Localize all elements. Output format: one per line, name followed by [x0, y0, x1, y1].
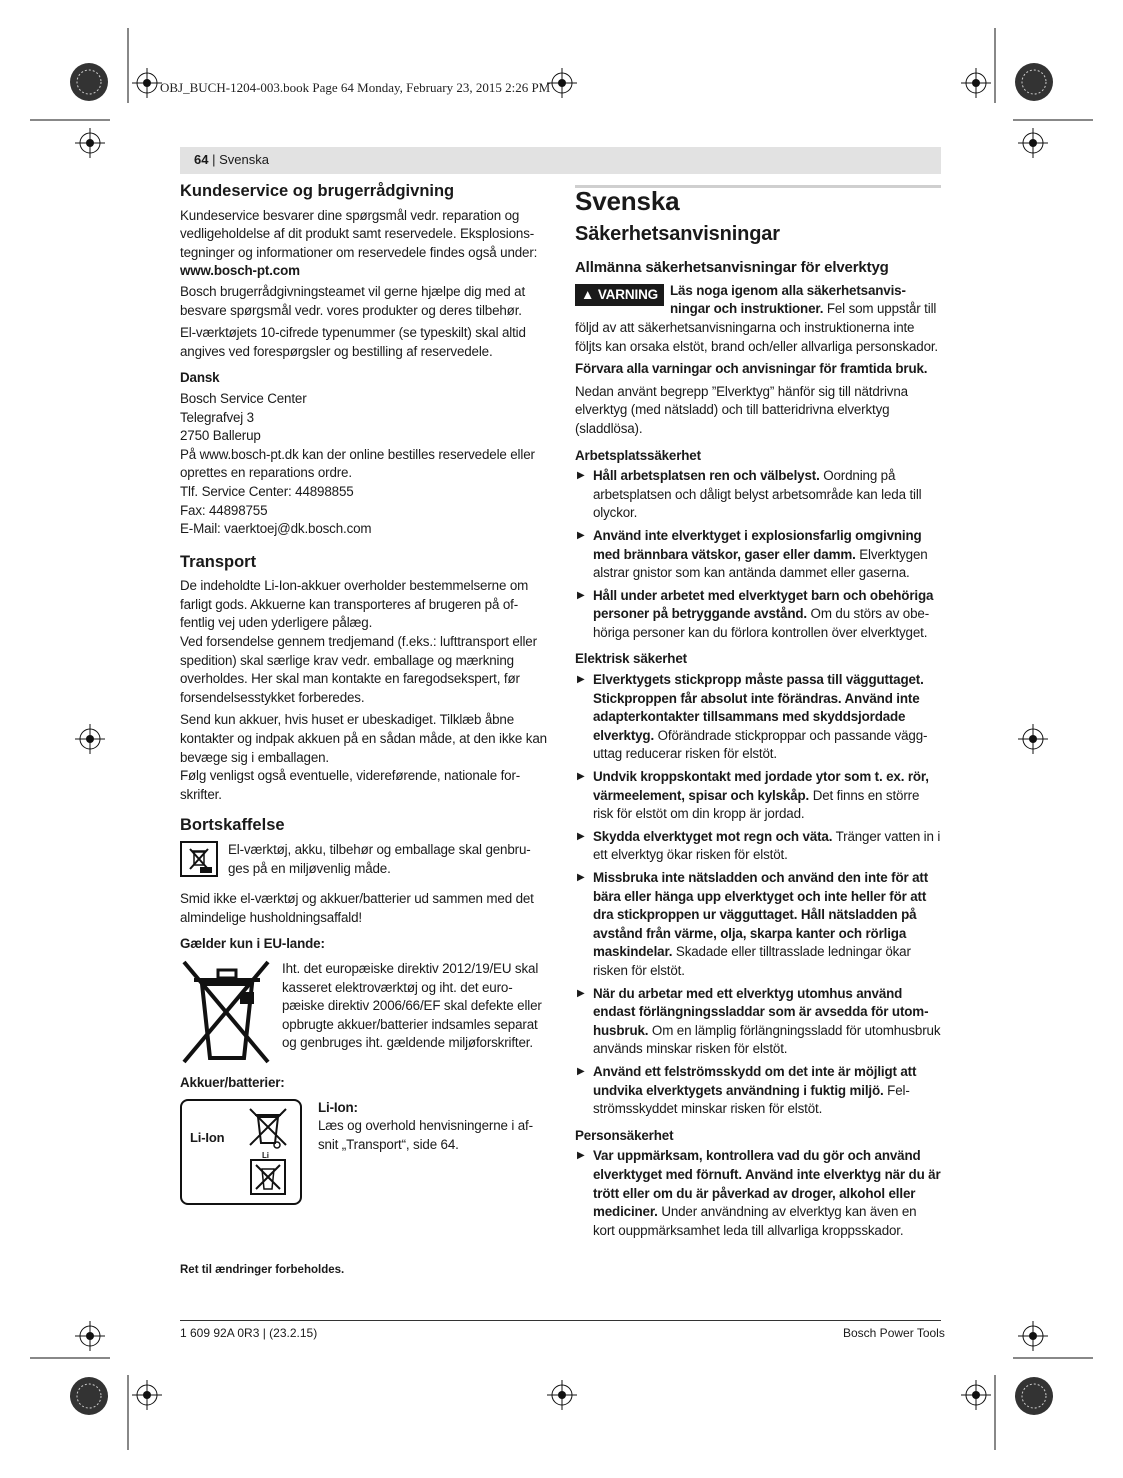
akku-label: Akkuer/batterier: [180, 1074, 285, 1090]
personal-list [575, 1147, 941, 1240]
keep-instructions: Förvara alla varningar och anvisningar för framtida bruk. [575, 361, 928, 377]
battery-recycle-icon [250, 1159, 286, 1195]
transport-heading: Transport [180, 552, 257, 571]
personal-label: Personsäkerhet [575, 1127, 674, 1143]
electrical-label: Elektrisk säkerhet [575, 651, 687, 667]
workplace-label: Arbetsplatssäkerhet [575, 447, 701, 463]
liion-row [180, 1099, 547, 1205]
liion-li-label: Li [262, 1150, 269, 1160]
list-item [575, 985, 941, 1059]
kundeservice-paragraph-3: El-værktøjets 10-cifrede typenummer (se typeskilt) skal altid angives ved forespørgsler og bestilling af reservedele. [180, 325, 526, 359]
electrical-list [575, 671, 941, 1119]
recycling-dustbin-icon [180, 841, 218, 877]
address-line: Fax: 44898755 [180, 502, 268, 518]
page-number: 64 [194, 152, 209, 167]
right-column [575, 185, 941, 1244]
bortskaffelse-paragraph-1: El-værktøj, akku, tilbehør og emballage skal genbruges på en miljøvenlig måde. [228, 842, 531, 876]
warning-badge-label: VARNING [597, 286, 659, 302]
list-item [575, 671, 941, 764]
address-line: E-Mail: vaerktoej@dk.bosch.com [180, 521, 372, 537]
item-text: Oförändrade stickproppar och passande vägguttag reducerar risken för elstöt. [593, 727, 928, 762]
item-bold: Använd inte elverktyget i explosionsfarlig omgivning med brännbara vätskor, gaser eller damm. [593, 527, 922, 562]
bortskaffelse-paragraph-2: Smid ikke el-værktøj og akkuer/batterier ud sammen med det almindelige husholdningsaffald! [180, 891, 534, 925]
warning-triangle-icon: ▲ [581, 286, 595, 302]
workplace-list [575, 467, 941, 642]
kundeservice-paragraph-1: Kundeservice besvarer dine spørgsmål vedr. reparation og vedligeholdelse af dit produkt samt reservedele. Eksplosionstegninger og informationer om reservedele findes også under: [180, 207, 538, 260]
item-bold: Använd ett felströmsskydd om det inte är möjligt att undvika elverktygets användning i fuktig miljö. [593, 1063, 917, 1098]
general-safety-heading: Allmänna säkerhetsanvisningar för elverktyg [575, 259, 889, 277]
footer-doc-number: 1 609 92A 0R3 | (23.2.15) [180, 1326, 318, 1340]
address-line: Telegrafvej 3 [180, 409, 254, 425]
address-line: 2750 Ballerup [180, 428, 261, 444]
crossed-bin-icon [180, 956, 272, 1068]
list-item [575, 467, 941, 523]
warning-text: Fel som uppstår till följd av att säkerhetsanvisningarna och instruktionerna inte följts kan orsaka elstöt, brand och/eller allvarliga personskador. [575, 301, 939, 354]
eu-text: Iht. det europæiske direktiv 2012/19/EU skal kasseret elektroværktøj og iht. det europæiske direktiv 2006/66/EF skal defekte eller opbrugte akkuer/batterier indsamles separat og genbruges iht. gældende miljøforskrifter. [282, 960, 542, 1051]
page-header-bar [180, 147, 941, 174]
bortskaffelse-heading: Bortskaffelse [180, 816, 285, 835]
address-line: Bosch Service Center [180, 390, 307, 406]
list-item [575, 869, 941, 981]
list-item [575, 527, 941, 583]
page-header [194, 152, 269, 167]
eu-label: Gælder kun i EU-lande: [180, 936, 325, 952]
item-bold: Elverktygets stickpropp måste passa till vägguttaget. Stickproppen får absolut inte förändras. Använd inte adapterkontakter tillsammans med skyddsjordade elverktyg. [593, 672, 924, 743]
recycling-row [180, 841, 547, 882]
website-link[interactable]: www.bosch-pt.com [180, 263, 300, 279]
transport-paragraph-4: Følg venligst også eventuelle, videreførende, nationale forskrifter. [180, 768, 521, 802]
transport-paragraph-1: De indeholdte Li-Ion-akkuer overholder bestemmelserne om farligt gods. Akkuerne kan transporteres af brugeren på offentlig vej uden yderligere pålæg. [180, 578, 529, 631]
list-item [575, 828, 941, 865]
liion-title: Li-Ion: [318, 1099, 358, 1115]
battery-bin-icon [246, 1105, 290, 1149]
item-bold: Missbruka inte nätsladden och använd den inte för att bära eller hänga upp elverktyget och inte heller för att dra stickproppen ur vägguttaget. Håll nätsladden på avstånd från värme, olja, skarpa kanter och rörliga maskindelar. [593, 870, 929, 960]
item-text: Om en lämplig förlängningssladd för utomhusbruk används minskar risken för elstöt. [593, 1022, 941, 1057]
language-title: Svenska [575, 186, 680, 216]
item-text: Skadade eller tilltrasslade ledningar ökar risken för elstöt. [593, 944, 911, 978]
item-bold: Var uppmärksam, kontrollera vad du gör och använd elverktyget med förnuft. Använd inte elverktyg när du är trött eller om du är påverkad av droger, alkohol eller mediciner. [593, 1148, 941, 1220]
transport-paragraph-3: Send kun akkuer, hvis huset er ubeskadiget. Tilklæb åbne kontakter og indpak akkuen på en sådan måde, at den ikke kan bevæge sig i emballagen. [180, 712, 547, 765]
liion-text: Læs og overhold henvisningerne i afsnit „Transport“, side 64. [318, 1118, 534, 1152]
item-bold: Håll under arbetet med elverktyget barn och obehöriga personer på betryggande avstånd. [593, 587, 934, 622]
warning-paragraph [575, 282, 941, 356]
dansk-label: Dansk [180, 370, 220, 386]
item-bold: Skydda elverktyget mot regn och väta. [593, 828, 833, 844]
item-bold: När du arbetar med ett elverktyg utomhus använd endast förlängningssladdar som är avsedda för utomhusbruk. [593, 985, 929, 1038]
warning-badge [575, 284, 664, 307]
item-text: Det finns en större risk för elstöt om din kropp är jordad. [593, 787, 920, 822]
page-language: | Svenska [212, 152, 269, 167]
item-text: Elverktygen alstrar gnistor som kan antända dammet eller gaserna. [593, 546, 928, 581]
liion-symbol-box [180, 1099, 302, 1205]
changes-note: Ret til ændringer forbeholdes. [180, 1264, 345, 1276]
list-item [575, 587, 941, 643]
file-header: OBJ_BUCH-1204-003.book Page 64 Monday, February 23, 2015 2:26 PM [160, 80, 551, 95]
kundeservice-paragraph-2: Bosch brugerrådgivningsteamet vil gerne hjælpe dig med at besvare spørgsmål vedr. vores produkter og deres tilbehør. [180, 283, 526, 318]
address-line: På www.bosch-pt.dk kan der online bestilles reservedele eller oprettes en reparations ordre. [180, 446, 535, 481]
address-block [180, 390, 547, 539]
kundeservice-heading: Kundeservice og brugerrådgivning [180, 182, 455, 200]
liion-box-label: Li-Ion [190, 1129, 225, 1145]
warning-bold: Läs noga igenom alla säkerhetsanvisningar och instruktioner. [670, 282, 906, 317]
item-text: Om du störs av obehöriga personer kan du förlora kontrollen över elverktyget. [593, 606, 930, 640]
eu-row [180, 956, 547, 1068]
footer-brand: Bosch Power Tools [843, 1326, 945, 1340]
item-text: Oordning på arbetsplatsen och dåligt belyst arbetsområde kan leda till olyckor. [593, 468, 922, 521]
definition-paragraph: Nedan använt begrepp ”Elverktyg” hänför sig till nätdrivna elverktyg (med nätsladd) och till batteridrivna elverktyg (sladdlösa). [575, 383, 908, 436]
footer-rule [180, 1320, 941, 1321]
item-bold: Undvik kroppskontakt med jordade ytor som t. ex. rör, värmeelement, spisar och kylskåp. [593, 769, 929, 803]
list-item [575, 1063, 941, 1119]
list-item [575, 768, 941, 824]
transport-paragraph-2: Ved forsendelse gennem tredjemand (f.eks.: lufttransport eller spedition) skal særlige krav vedr. emballage og mærkning overholdes. Her skal man kontakte en faregodsekspert, før forsendelsesstykket forberedes. [180, 634, 537, 705]
list-item [575, 1147, 941, 1240]
safety-title: Säkerhetsanvisningar [575, 222, 780, 245]
liion-text-block [318, 1099, 547, 1159]
item-bold: Håll arbetsplatsen ren och välbelyst. [593, 468, 820, 484]
item-text: Tränger vatten in i ett elverktyg ökar risken för elstöt. [593, 828, 941, 863]
item-text: Felströmsskyddet minskar risken för elstöt. [593, 1082, 910, 1117]
item-text: Under användning av elverktyg kan även en kort ouppmärksamhet leda till allvarliga kroppsskador. [593, 1204, 917, 1238]
left-column [180, 182, 547, 1205]
address-line: Tlf. Service Center: 44898855 [180, 483, 354, 499]
